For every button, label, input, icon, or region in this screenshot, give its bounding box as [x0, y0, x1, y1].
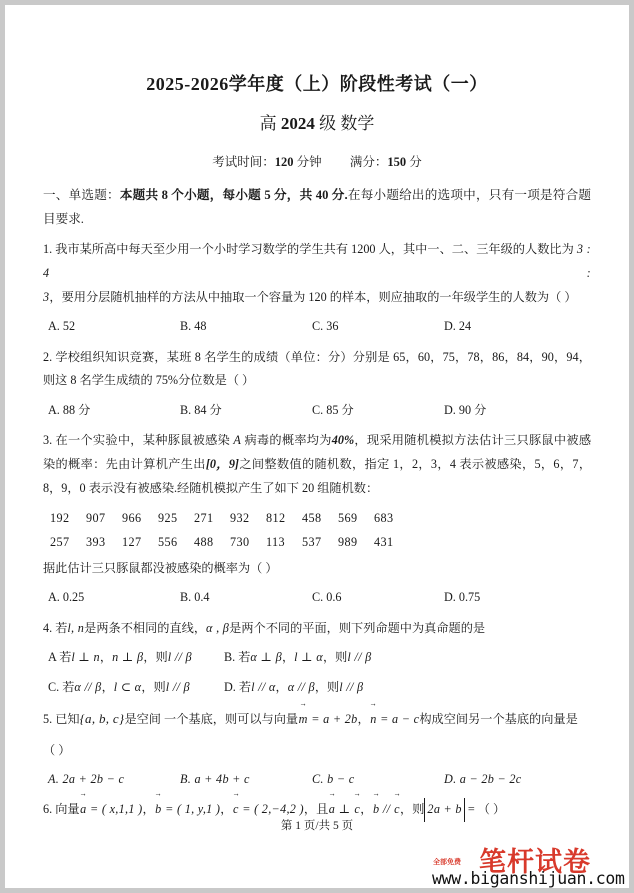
q6-perp-a: a →: [328, 798, 335, 822]
q5-number: 5.: [43, 711, 53, 726]
q3-number: 3.: [43, 433, 53, 448]
q3-interval: [0，9]: [205, 457, 239, 472]
exam-meta: [43, 152, 591, 170]
rnd-2-8: 537: [302, 534, 322, 549]
q6-sep-3: ，且: [303, 802, 329, 817]
q4-b-expr1: α ⊥ β: [250, 650, 282, 665]
q4-text-c: 是两个不同的平面，则下列命题中为真命题的是: [229, 620, 486, 635]
brand-name-cn: 笔杆试卷: [479, 847, 591, 877]
q1-number: 1.: [43, 242, 53, 257]
section-text-5: 在每小题给出的选项中，只有一项是符合题目要求.: [43, 188, 592, 226]
q5-option-b[interactable]: B. a + 4b + c: [180, 772, 250, 787]
q5-option-a[interactable]: A. 2a + 2b − c: [48, 772, 125, 787]
rnd-1-3: 966: [122, 510, 142, 525]
rnd-1-1: 192: [50, 510, 70, 525]
q4-c-expr1: α // β: [74, 679, 102, 694]
q4-d-expr1: l // α: [251, 679, 276, 694]
section-text-2: 个小题，每小题: [167, 188, 265, 203]
exam-time-unit: 分钟: [293, 155, 322, 170]
q4-b-pre: 若: [235, 650, 251, 665]
q5-text-b: 是空间 一个基底，则可以与向量: [124, 711, 299, 726]
question-2: [43, 346, 591, 394]
q4-d-sep1: ，: [275, 679, 288, 694]
q5-vector-m: m →: [298, 708, 308, 732]
q4-option-c[interactable]: [48, 676, 224, 699]
q4-planes: α , β: [206, 620, 230, 635]
q2-option-a[interactable]: A. 88 分: [48, 403, 91, 418]
rnd-2-6: 730: [230, 534, 250, 549]
q4-a-sep1: ，: [99, 650, 113, 665]
q3-percent: 40%: [331, 433, 355, 448]
q6-sep-5: ，则: [400, 802, 425, 817]
exam-time-value: 120: [274, 155, 294, 170]
q4-d-pre: 若: [235, 679, 252, 694]
page-title: [43, 73, 591, 96]
q5-n-eq: =: [376, 711, 393, 726]
q4-c-pre: 若: [59, 679, 75, 694]
q1-text-b: ，要用分层随机抽样的方法从中抽取一个容量为 120 的样本，则应抽取的一年级学生的人数为（ ）: [49, 289, 577, 304]
q4-text-a: 若: [52, 620, 68, 635]
q4-c-label: C.: [48, 679, 60, 694]
q2-option-b[interactable]: B. 84 分: [180, 403, 222, 418]
section-text-3: 分，共: [270, 188, 316, 203]
q2-number: 2.: [43, 349, 53, 364]
q4-a-label: A: [48, 650, 57, 665]
rnd-2-1: 257: [50, 534, 70, 549]
q1-ratio: 3 : 4 : 3: [43, 242, 591, 304]
section-total: 40: [315, 188, 329, 203]
random-number-row-1: [43, 511, 591, 526]
q6-vector-c: c →: [232, 798, 238, 822]
brand-url: www.biganshijuan.com: [432, 869, 625, 888]
q4-b-sep2: ，则: [322, 650, 348, 665]
rnd-2-10: 431: [374, 534, 394, 549]
rnd-1-10: 683: [374, 510, 394, 525]
q1-option-b[interactable]: B. 48: [180, 319, 207, 334]
q4-text-b: 是两条不相同的直线，: [84, 620, 207, 635]
question-2-options: [43, 399, 591, 422]
rnd-1-9: 569: [338, 510, 358, 525]
question-1-options: [43, 315, 591, 338]
q5-text-e: （ ）: [43, 742, 71, 757]
q6-sep-1: ，: [142, 802, 155, 817]
q4-d-expr3: l // β: [339, 679, 364, 694]
q2-text: 学校组织知识竞赛，某班 8 名学生的成绩（单位：分）分别是 65，60，75，78，86，84，90，94，则这 8 名学生成绩的 75%分位数是（ ）: [43, 349, 591, 388]
q6-parallel-b: b →: [372, 798, 379, 822]
question-5-blank: [43, 739, 591, 763]
q4-c-sep1: ，: [101, 679, 114, 694]
random-number-row-2: [43, 535, 591, 550]
q3-option-c[interactable]: C. 0.6: [312, 590, 342, 605]
q5-basis: {a, b, c}: [79, 710, 125, 726]
q6-va-value: = ( x,1,1 ): [86, 802, 143, 817]
section-label: 一、单选题：: [43, 188, 120, 203]
section-count: 8: [161, 188, 168, 203]
full-marks-label: 满分：: [349, 155, 388, 170]
question-4-options-row-2: [43, 676, 591, 699]
title-year: 2025-2026: [146, 74, 229, 94]
q5-text-c: ，: [357, 711, 370, 726]
q5-option-d[interactable]: D. a − 2b − 2c: [444, 772, 522, 787]
section-per-score: 5: [264, 188, 271, 203]
q6-vc-value: = ( 2,−4,2 ): [238, 802, 304, 817]
q3-option-a[interactable]: A. 0.25: [48, 590, 85, 605]
title-rest: 学年度（上）阶段性考试（一）: [228, 74, 488, 94]
page-content: [5, 73, 629, 822]
q5-text-a: 已知: [52, 711, 80, 726]
q3-option-d[interactable]: D. 0.75: [444, 590, 481, 605]
q3-text-c: ，现采用随机模拟方法估计三只豚鼠中被感染的概率：先由计算机产生出: [43, 433, 592, 472]
q6-text-a: 向量: [52, 802, 80, 817]
full-marks-unit: 分: [406, 155, 422, 170]
q4-lines: l, n: [67, 620, 85, 635]
q5-m-eq: =: [307, 711, 324, 726]
q6-sep-4: ，: [360, 802, 373, 817]
footer-page-indicator: 第 1 页/共 5 页: [280, 820, 354, 832]
q4-a-pre: 若: [56, 650, 72, 665]
q3-text-e: 据此估计三只豚鼠都没被感染的概率为（ ）: [43, 560, 278, 575]
q4-b-expr3: l // β: [347, 650, 372, 665]
q4-b-sep1: ，: [281, 650, 295, 665]
q6-perp-symbol: ⊥: [335, 802, 354, 817]
q4-c-expr3: l // β: [165, 679, 190, 694]
free-badge: 全部免费: [433, 859, 461, 866]
q4-c-expr2: l ⊂ α: [113, 679, 142, 694]
rnd-1-2: 907: [86, 510, 106, 525]
exam-time-label: 考试时间：: [212, 155, 275, 170]
q4-a-expr2: n ⊥ β: [112, 650, 144, 665]
q3-option-b[interactable]: B. 0.4: [180, 590, 210, 605]
exam-page: [5, 5, 629, 888]
question-4: [43, 617, 591, 641]
rnd-2-4: 556: [158, 534, 178, 549]
q4-option-d[interactable]: [224, 676, 400, 699]
q4-a-expr1: l ⊥ n: [71, 650, 100, 665]
question-3: [43, 429, 591, 500]
rnd-2-2: 393: [86, 534, 106, 549]
q4-a-sep2: ，则: [143, 650, 168, 665]
q1-option-a[interactable]: A. 52: [48, 319, 76, 334]
rnd-1-6: 932: [230, 510, 250, 525]
subtitle: [43, 113, 591, 135]
q1-text-a: 我市某所高中每天至少用一个小时学习数学的学生共有 1200 人，其中一、二、三年级的人数比为: [52, 242, 577, 257]
q4-d-sep2: ，则: [314, 679, 340, 694]
q6-number: 6.: [43, 802, 53, 817]
rnd-2-3: 127: [122, 534, 142, 549]
q5-option-c[interactable]: C. b − c: [312, 772, 355, 787]
section-heading: [43, 184, 591, 231]
rnd-2-9: 989: [338, 534, 358, 549]
q2-option-d[interactable]: D. 90 分: [444, 403, 487, 418]
question-1: [43, 238, 591, 309]
q6-sep-2: ，: [220, 802, 233, 817]
q1-option-d[interactable]: D. 24: [444, 319, 472, 334]
rnd-2-5: 488: [194, 534, 214, 549]
question-5-options: [43, 768, 591, 791]
q2-option-c[interactable]: C. 85 分: [312, 403, 354, 418]
q6-vb-value: = ( 1, y,1 ): [161, 802, 221, 817]
watermark-logo: [431, 843, 623, 888]
question-5: [43, 706, 591, 732]
question-3-prompt: [43, 557, 591, 581]
q4-c-sep2: ，则: [141, 679, 166, 694]
full-marks-value: 150: [387, 155, 407, 170]
q4-option-b[interactable]: [224, 646, 400, 669]
q6-vector-b: b →: [155, 798, 162, 822]
q6-parallel-symbol: //: [379, 802, 394, 817]
q4-d-label: D.: [224, 679, 236, 694]
q3-text-b: 病毒的概率均为: [241, 433, 332, 448]
rnd-2-7: 113: [266, 534, 286, 549]
subtitle-grade: 2024: [280, 114, 315, 134]
q4-option-a[interactable]: [48, 646, 224, 669]
q4-number: 4.: [43, 620, 53, 635]
section-text-4: 分.: [328, 188, 348, 203]
q6-parallel-c: c →: [394, 798, 400, 822]
q6-magnitude-expression: 2a + b: [424, 798, 464, 822]
q5-vector-n: n →: [370, 708, 377, 732]
question-4-options-row-1: [43, 646, 591, 669]
rnd-1-4: 925: [158, 510, 178, 525]
rnd-1-8: 458: [302, 510, 322, 525]
q6-tail: = （ ）: [464, 802, 506, 817]
q1-option-c[interactable]: C. 36: [312, 319, 339, 334]
q5-n-expr: a − c: [392, 711, 420, 726]
q5-m-expr: a + 2b: [323, 711, 358, 726]
rnd-1-7: 812: [266, 510, 286, 525]
q3-text-a: 在一个实验中，某种豚鼠被感染: [52, 433, 234, 448]
q4-b-label: B.: [224, 650, 236, 665]
q4-b-expr2: l ⊥ α: [294, 650, 323, 665]
question-3-options: [43, 586, 591, 609]
q3-text-d: 之间整数值的随机数，指定 1，2，3，4 表示被感染，5，6，7，8，9，0 表示没有被感染.经随机模拟产生了如下 20 组随机数：: [43, 457, 592, 495]
q6-perp-c: c →: [354, 798, 360, 822]
q6-vector-a: a →: [80, 798, 87, 822]
subtitle-pre: 高: [259, 114, 281, 134]
subtitle-post: 级 数学: [314, 114, 375, 134]
q4-a-expr3: l // β: [167, 650, 192, 665]
section-text-1: 本题共: [119, 188, 162, 203]
q5-text-d: 构成空间另一个基底的向量是: [419, 711, 578, 726]
rnd-1-5: 271: [194, 510, 214, 525]
q3-virus-symbol: A: [233, 433, 242, 448]
q4-d-expr2: α // β: [287, 679, 315, 694]
